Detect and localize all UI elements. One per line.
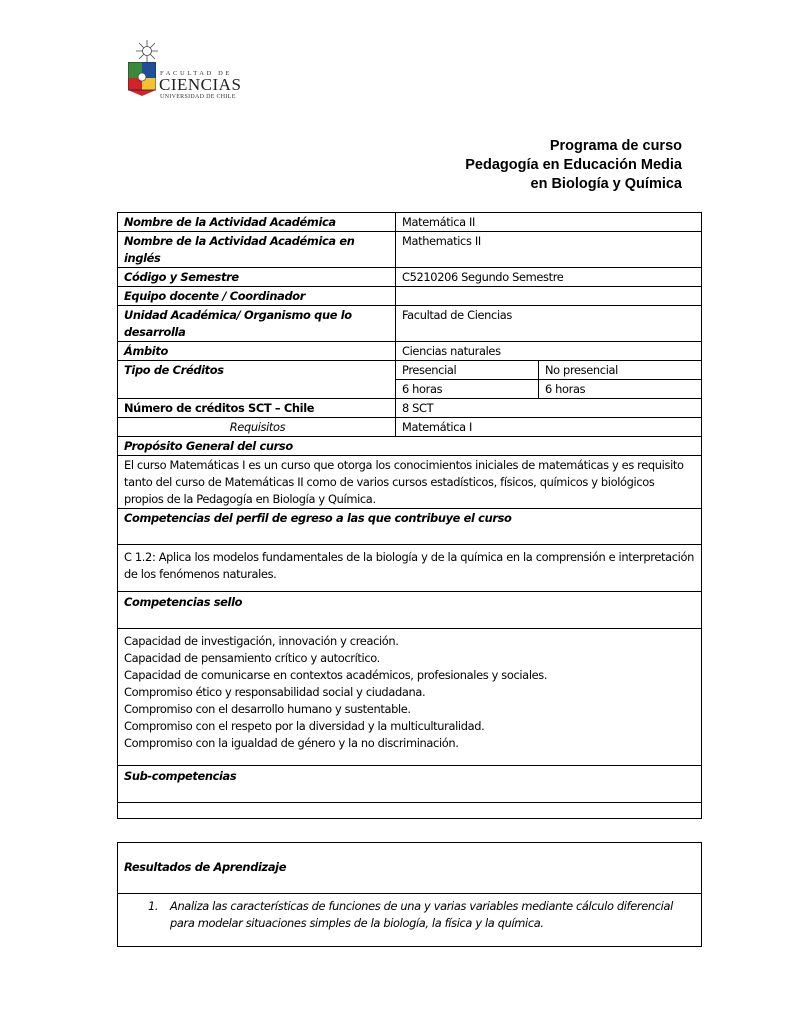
logo-ciencias-text: CIENCIAS bbox=[159, 75, 242, 94]
heading-line-3: en Biología y Química bbox=[530, 176, 682, 192]
document-heading bbox=[465, 137, 682, 194]
list-item: Compromiso ético y responsabilidad social y ciudadana. bbox=[124, 685, 426, 699]
sct-value: 8 SCT bbox=[396, 399, 702, 418]
equipo-label: Equipo docente / Coordinador bbox=[118, 287, 396, 306]
proposito-text: El curso Matemáticas I es un curso que otorga los conocimientos iniciales de matemáticas y es requisito tanto del curso de Matemáticas II como de varios cursos estadísticos, físicos, químicos y biológicos propios de la Pedagogía en Biología y Química. bbox=[118, 456, 702, 509]
table-row bbox=[118, 437, 702, 456]
nombre-en-value: Mathematics II bbox=[396, 232, 702, 268]
creditos-tipo-label: Tipo de Créditos bbox=[118, 361, 396, 399]
sun-star-icon bbox=[134, 40, 160, 62]
table-row bbox=[118, 213, 702, 232]
outcome-text: Analiza las características de funciones de una y varias variables mediante cálculo diferencial para modelar situaciones simples de la biología, la física y la química. bbox=[170, 899, 673, 930]
proposito-label: Propósito General del curso bbox=[118, 437, 702, 456]
table-row bbox=[118, 894, 702, 947]
nombre-en-label: Nombre de la Actividad Académica en inglés bbox=[118, 232, 396, 268]
competencias-perfil-label: Competencias del perfil de egreso a las que contribuye el curso bbox=[118, 509, 702, 545]
table-row bbox=[118, 803, 702, 819]
unidad-value: Facultad de Ciencias bbox=[396, 306, 702, 342]
no-presencial-hours: 6 horas bbox=[539, 380, 702, 399]
requisitos-label: Requisitos bbox=[118, 418, 396, 437]
table-row bbox=[118, 509, 702, 545]
no-presencial-label: No presencial bbox=[539, 361, 702, 380]
competencias-sello-list bbox=[118, 629, 702, 766]
equipo-value bbox=[396, 287, 702, 306]
table-row bbox=[118, 232, 702, 268]
table-row bbox=[118, 545, 702, 592]
table-row bbox=[118, 268, 702, 287]
sct-label: Número de créditos SCT – Chile bbox=[118, 399, 396, 418]
table-row bbox=[118, 361, 702, 380]
nombre-label: Nombre de la Actividad Académica bbox=[118, 213, 396, 232]
logo-university-text: UNIVERSIDAD DE CHILE bbox=[160, 94, 236, 100]
table-row bbox=[118, 843, 702, 894]
ambito-value: Ciencias naturales bbox=[396, 342, 702, 361]
presencial-label: Presencial bbox=[396, 361, 539, 380]
presencial-hours: 6 horas bbox=[396, 380, 539, 399]
nombre-value: Matemática II bbox=[396, 213, 702, 232]
list-item: Capacidad de investigación, innovación y creación. bbox=[124, 634, 399, 648]
table-row bbox=[118, 418, 702, 437]
list-item: Compromiso con el respeto por la diversidad y la multiculturalidad. bbox=[124, 719, 485, 733]
unidad-label: Unidad Académica/ Organismo que lo desarrolla bbox=[118, 306, 396, 342]
table-row bbox=[118, 629, 702, 766]
codigo-label: Código y Semestre bbox=[118, 268, 396, 287]
resultados-list bbox=[118, 894, 702, 947]
requisitos-value: Matemática I bbox=[396, 418, 702, 437]
table-row bbox=[118, 287, 702, 306]
outcome-number: 1. bbox=[148, 899, 159, 913]
table-row bbox=[118, 592, 702, 629]
subcompetencias-label: Sub-competencias bbox=[118, 766, 702, 803]
subcompetencias-empty bbox=[118, 803, 702, 819]
faculty-logo bbox=[126, 40, 242, 104]
heading-line-2: Pedagogía en Educación Media bbox=[465, 157, 682, 173]
heading-line-1: Programa de curso bbox=[549, 138, 682, 154]
table-row bbox=[118, 456, 702, 509]
list-item bbox=[124, 898, 697, 932]
competencias-perfil-text: C 1.2: Aplica los modelos fundamentales de la biología y de la química en la comprensión e interpretación de los fenómenos naturales. bbox=[118, 545, 702, 592]
list-item: Compromiso con el desarrollo humano y sustentable. bbox=[124, 702, 411, 716]
table-row bbox=[118, 399, 702, 418]
logo-faculty-text: FACULTAD DE bbox=[160, 70, 232, 77]
table-row bbox=[118, 766, 702, 803]
table-row bbox=[118, 342, 702, 361]
codigo-value: C5210206 Segundo Semestre bbox=[396, 268, 702, 287]
course-info-table bbox=[117, 212, 702, 819]
learning-outcomes-table bbox=[117, 842, 702, 947]
resultados-label: Resultados de Aprendizaje bbox=[118, 843, 702, 894]
university-shield-icon bbox=[128, 62, 156, 96]
list-item: Capacidad de comunicarse en contextos académicos, profesionales y sociales. bbox=[124, 668, 548, 682]
competencias-sello-label: Competencias sello bbox=[118, 592, 702, 629]
table-row bbox=[118, 306, 702, 342]
ambito-label: Ámbito bbox=[118, 342, 396, 361]
list-item: Compromiso con la igualdad de género y la no discriminación. bbox=[124, 736, 459, 750]
list-item: Capacidad de pensamiento crítico y autocrítico. bbox=[124, 651, 380, 665]
